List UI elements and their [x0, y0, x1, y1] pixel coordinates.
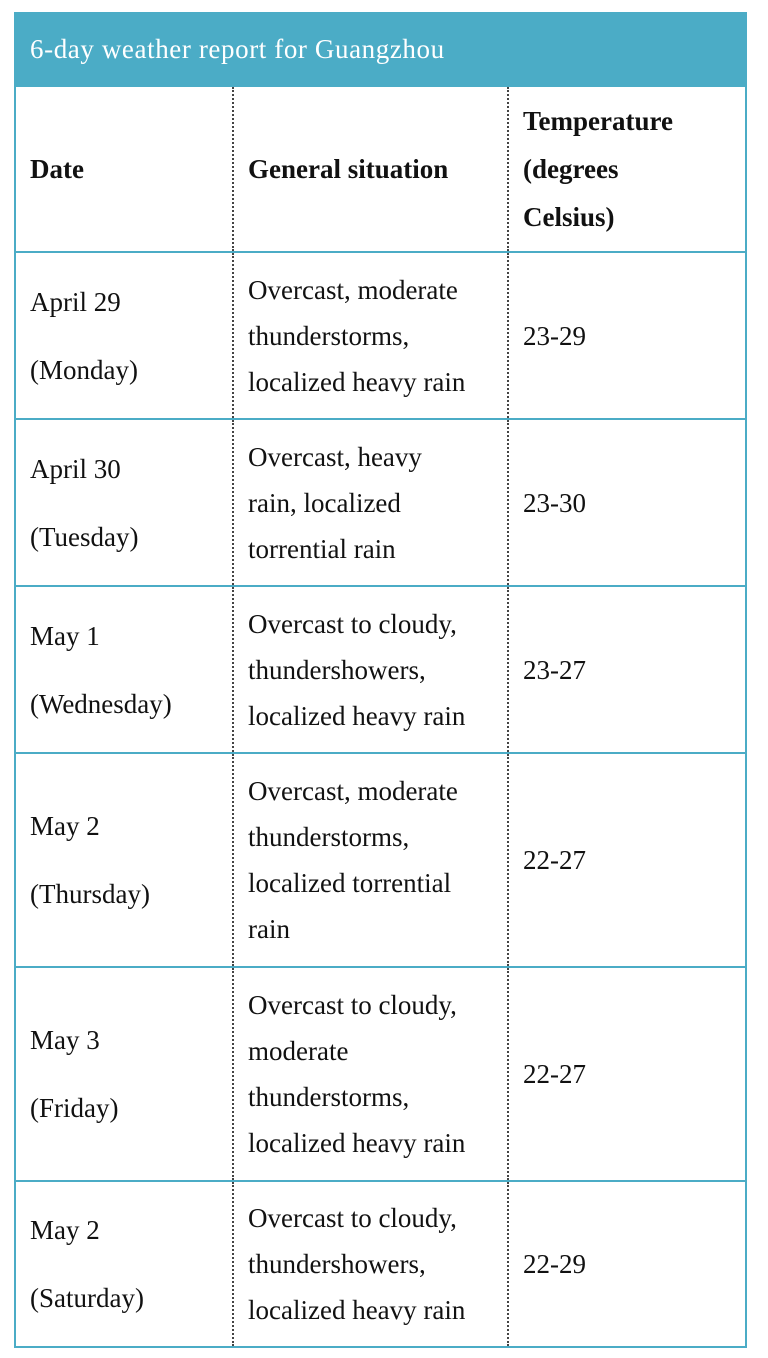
temperature-cell: 23-29 [508, 252, 746, 419]
situation-cell [233, 1181, 508, 1347]
date-label: May 3 [30, 1025, 100, 1055]
header-temperature [508, 86, 746, 252]
header-situation-label: General situation [248, 154, 449, 184]
table-row [15, 419, 746, 586]
table-row [15, 967, 746, 1181]
situation-line: Overcast, moderate [248, 274, 458, 305]
date-cell [15, 419, 233, 586]
weekday-label: (Saturday) [30, 1283, 144, 1313]
situation-cell [233, 967, 508, 1181]
weekday-label: (Tuesday) [30, 521, 139, 552]
header-situation [233, 86, 508, 252]
temperature-cell: 22-27 [508, 967, 746, 1181]
date-label: May 2 [30, 1215, 100, 1245]
date-label: April 30 [30, 453, 121, 484]
table-row [15, 586, 746, 753]
header-temperature-line2: (degrees [523, 154, 619, 184]
situation-line: rain [248, 914, 290, 944]
situation-line: torrential rain [248, 533, 396, 564]
weekday-label: (Monday) [30, 354, 138, 385]
weather-report-table [14, 12, 747, 1348]
date-label: May 1 [30, 620, 100, 651]
situation-cell [233, 586, 508, 753]
table-row [15, 1181, 746, 1347]
situation-line: localized heavy rain [248, 1295, 466, 1325]
situation-cell [233, 753, 508, 967]
date-label: April 29 [30, 286, 121, 317]
date-label: May 2 [30, 811, 100, 841]
header-temperature-line3: Celsius) [523, 202, 615, 232]
temperature-cell: 23-30 [508, 419, 746, 586]
situation-line: localized heavy rain [248, 366, 466, 397]
date-cell [15, 252, 233, 419]
situation-line: Overcast to cloudy, [248, 1203, 457, 1233]
table-title: 6-day weather report for Guangzhou [15, 13, 746, 87]
header-date-label: Date [30, 154, 84, 184]
situation-line: Overcast, moderate [248, 776, 458, 806]
title-row [15, 13, 746, 87]
situation-line: rain, localized [248, 487, 401, 518]
situation-cell [233, 252, 508, 419]
date-cell [15, 967, 233, 1181]
table-row [15, 753, 746, 967]
situation-line: thunderstorms, [248, 822, 410, 852]
situation-line: thunderstorms, [248, 1082, 410, 1112]
date-cell [15, 1181, 233, 1347]
situation-line: thundershowers, [248, 654, 426, 685]
situation-line: Overcast to cloudy, [248, 608, 457, 639]
situation-line: localized heavy rain [248, 1128, 466, 1158]
situation-line: thundershowers, [248, 1249, 426, 1279]
temperature-cell: 22-27 [508, 753, 746, 967]
situation-line: localized heavy rain [248, 700, 466, 731]
date-cell [15, 753, 233, 967]
situation-line: Overcast, heavy [248, 441, 422, 472]
date-cell [15, 586, 233, 753]
situation-line: moderate [248, 1036, 349, 1066]
situation-line: thunderstorms, [248, 320, 410, 351]
situation-line: Overcast to cloudy, [248, 990, 457, 1020]
weekday-label: (Wednesday) [30, 688, 172, 719]
situation-line: localized torrential [248, 868, 452, 898]
header-temperature-line1: Temperature [523, 106, 673, 136]
situation-cell [233, 419, 508, 586]
temperature-cell: 22-29 [508, 1181, 746, 1347]
temperature-cell: 23-27 [508, 586, 746, 753]
header-date [15, 86, 233, 252]
header-row [15, 86, 746, 252]
weekday-label: (Thursday) [30, 879, 150, 909]
weekday-label: (Friday) [30, 1093, 119, 1123]
table-row [15, 252, 746, 419]
